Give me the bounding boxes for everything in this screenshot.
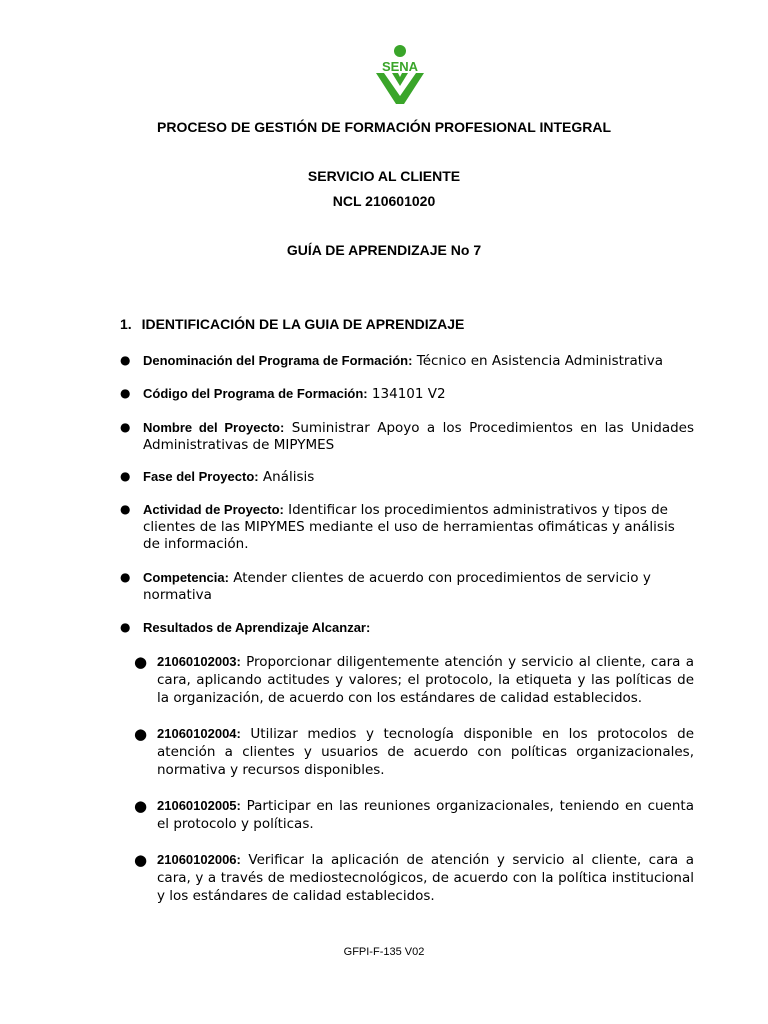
item-value: Atender clientes de acuerdo con procedimientos de servicio y normativa xyxy=(143,570,651,603)
service-title: SERVICIO AL CLIENTE xyxy=(307,168,461,184)
bullet-icon: ● xyxy=(120,420,131,434)
sena-logo-icon xyxy=(368,42,432,106)
list-item xyxy=(120,619,694,637)
result-code: 21060102006: xyxy=(157,852,241,867)
bullet-icon: ● xyxy=(134,725,148,743)
list-item xyxy=(120,385,694,403)
bullet-icon: ● xyxy=(120,620,131,634)
section-title: IDENTIFICACIÓN DE LA GUIA DE APRENDIZAJE xyxy=(141,316,465,332)
result-code: 21060102004: xyxy=(157,726,241,741)
list-item xyxy=(120,501,694,553)
result-item xyxy=(134,653,694,707)
list-item xyxy=(120,468,694,486)
section-heading xyxy=(120,316,464,332)
item-label: Código del Programa de Formación: xyxy=(143,386,368,401)
bullet-icon: ● xyxy=(134,851,148,869)
result-text: Proporcionar diligentemente atención y servicio al cliente, cara a cara, aplicando actitudes y valores; el protocolo, la etiqueta y las políticas de la organización, de acuerdo con los estándares de calidad establecidos. xyxy=(157,654,694,706)
logo-text: SENA xyxy=(381,59,419,74)
sena-logo xyxy=(368,42,432,106)
item-value: Técnico en Asistencia Administrativa xyxy=(412,353,664,369)
process-title: PROCESO DE GESTIÓN DE FORMACIÓN PROFESIONAL INTEGRAL xyxy=(157,119,611,135)
result-code: 21060102003: xyxy=(157,654,241,669)
bullet-icon: ● xyxy=(120,502,131,516)
list-item xyxy=(120,352,694,370)
result-text: Verificar la aplicación de atención y servicio al cliente, cara a cara, y a través de mediostecnológicos, de acuerdo con la política institucional y los estándares de calidad establecidos. xyxy=(157,852,694,904)
list-item xyxy=(120,419,694,454)
item-label: Actividad de Proyecto: xyxy=(143,502,284,517)
bullet-icon: ● xyxy=(120,386,131,400)
result-text: Utilizar medios y tecnología disponible en los protocolos de atención a clientes y usuarios de acuerdo con políticas organizacionales, normativa y recursos disponibles. xyxy=(157,726,694,778)
result-code: 21060102005: xyxy=(157,798,241,813)
ncl-code: NCL 210601020 xyxy=(332,193,436,209)
item-label: Competencia: xyxy=(143,570,229,585)
item-value: Identificar los procedimientos administrativos y tipos de clientes de las MIPYMES mediante el uso de herramientas ofimáticas y análisis de información. xyxy=(143,502,675,552)
bullet-icon: ● xyxy=(134,797,148,815)
item-label: Resultados de Aprendizaje Alcanzar: xyxy=(143,620,371,635)
result-item xyxy=(134,851,694,905)
result-item xyxy=(134,797,694,833)
item-value: Suministrar Apoyo a los Procedimientos en las Unidades Administrativas de MIPYMES xyxy=(143,420,694,453)
bullet-icon: ● xyxy=(120,469,131,483)
result-item xyxy=(134,725,694,779)
list-item xyxy=(120,569,694,604)
bullet-icon: ● xyxy=(134,653,148,671)
bullet-icon: ● xyxy=(120,353,131,367)
item-label: Denominación del Programa de Formación: xyxy=(143,353,413,368)
item-label: Fase del Proyecto: xyxy=(143,469,259,484)
item-label: Nombre del Proyecto: xyxy=(143,420,285,435)
section-number: 1. xyxy=(120,316,132,332)
document-code: GFPI-F-135 V02 xyxy=(343,946,425,958)
item-value: Análisis xyxy=(258,469,315,485)
result-text: Participar en las reuniones organizacionales, teniendo en cuenta el protocolo y políticas. xyxy=(157,798,694,832)
bullet-icon: ● xyxy=(120,570,131,584)
item-value: 134101 V2 xyxy=(367,386,446,402)
guide-title: GUÍA DE APRENDIZAJE No 7 xyxy=(286,242,482,258)
